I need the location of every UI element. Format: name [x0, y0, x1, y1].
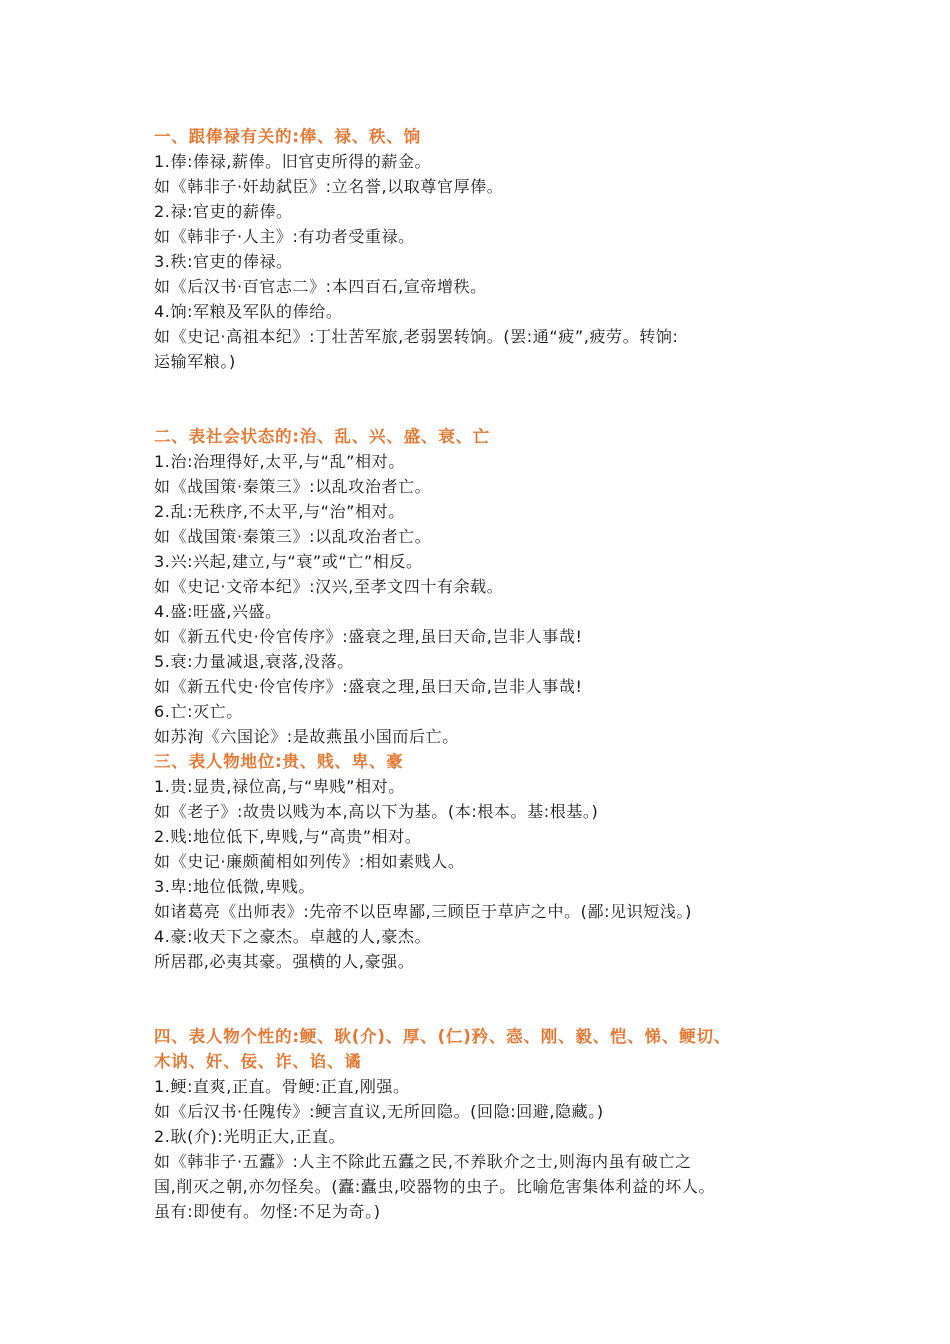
text-line: 3.卑:地位低微,卑贱。: [154, 877, 315, 896]
section-gap: [154, 374, 814, 424]
text-line: 4.饷:军粮及军队的俸给。: [154, 302, 343, 321]
text-line: 如《史记·廉颇蔺相如列传》:相如素贱人。: [154, 852, 465, 871]
section-heading-continued: 木讷、奸、佞、诈、谄、谲: [154, 1052, 362, 1071]
text-line: 3.兴:兴起,建立,与“衰”或“亡”相反。: [154, 552, 423, 571]
text-line: 6.亡:灭亡。: [154, 702, 243, 721]
document-page: [154, 124, 814, 1224]
text-line: 1.俸:俸禄,薪俸。旧官吏所得的薪金。: [154, 152, 432, 171]
text-line: 如《战国策·秦策三》:以乱攻治者亡。: [154, 527, 432, 546]
text-line: 如《史记·高祖本纪》:丁壮苦军旅,老弱罢转饷。(罢:通“疲”,疲劳。转饷:: [154, 327, 679, 346]
text-line: 如《史记·文帝本纪》:汉兴,至孝文四十有余载。: [154, 577, 504, 596]
text-line: 4.盛:旺盛,兴盛。: [154, 602, 282, 621]
text-line: 4.豪:收天下之豪杰。卓越的人,豪杰。: [154, 927, 432, 946]
text-line: 如《战国策·秦策三》:以乱攻治者亡。: [154, 477, 432, 496]
text-line: 2.耿(介):光明正大,正直。: [154, 1127, 346, 1146]
section-heading: 一、跟俸禄有关的:俸、禄、秩、饷: [154, 127, 421, 146]
text-line: 如苏洵《六国论》:是故燕虽小国而后亡。: [154, 727, 459, 746]
text-line: 运输军粮。): [154, 352, 236, 371]
text-line: 如《韩非子·人主》:有功者受重禄。: [154, 227, 415, 246]
text-line: 如《韩非子·奸劫弑臣》:立名誉,以取尊官厚俸。: [154, 177, 504, 196]
text-line: 如《后汉书·百官志二》:本四百石,宣帝增秩。: [154, 277, 487, 296]
text-line: 虽有:即使有。勿怪:不足为奇。): [154, 1202, 381, 1221]
text-line: 2.贱:地位低下,卑贱,与“高贵”相对。: [154, 827, 422, 846]
text-line: 如诸葛亮《出师表》:先帝不以臣卑鄙,三顾臣于草庐之中。(鄙:见识短浅。): [154, 902, 692, 921]
section-gap: [154, 974, 814, 1024]
text-line: 1.鲠:直爽,正直。骨鲠:正直,刚强。: [154, 1077, 410, 1096]
text-line: 1.治:治理得好,太平,与“乱”相对。: [154, 452, 405, 471]
text-line: 2.禄:官吏的薪俸。: [154, 202, 293, 221]
text-line: 国,削灭之朝,亦勿怪矣。(蠹:蠹虫,咬器物的虫子。比喻危害集体利益的坏人。: [154, 1177, 716, 1196]
text-line: 如《后汉书·任隗传》:鲠言直议,无所回隐。(回隐:回避,隐藏。): [154, 1102, 604, 1121]
text-line: 如《新五代史·伶官传序》:盛衰之理,虽曰天命,岂非人事哉!: [154, 627, 583, 646]
text-line: 如《韩非子·五蠹》:人主不除此五蠹之民,不养耿介之士,则海内虽有破亡之: [154, 1152, 692, 1171]
text-line: 3.秩:官吏的俸禄。: [154, 252, 293, 271]
text-line: 1.贵:显贵,禄位高,与“卑贱”相对。: [154, 777, 405, 796]
section-heading: 四、表人物个性的:鲠、耿(介)、厚、(仁)矜、悫、刚、毅、恺、悌、鲠切、: [154, 1027, 732, 1046]
text-line: 2.乱:无秩序,不太平,与“治”相对。: [154, 502, 405, 521]
text-line: 所居郡,必夷其豪。强横的人,豪强。: [154, 952, 415, 971]
text-line: 如《新五代史·伶官传序》:盛衰之理,虽曰天命,岂非人事哉!: [154, 677, 583, 696]
text-line: 5.衰:力量减退,衰落,没落。: [154, 652, 354, 671]
section-heading: 三、表人物地位:贵、贱、卑、豪: [154, 752, 404, 771]
section-heading: 二、表社会状态的:治、乱、兴、盛、衰、亡: [154, 427, 491, 446]
text-line: 如《老子》:故贵以贱为本,高以下为基。(本:根本。基:根基。): [154, 802, 599, 821]
